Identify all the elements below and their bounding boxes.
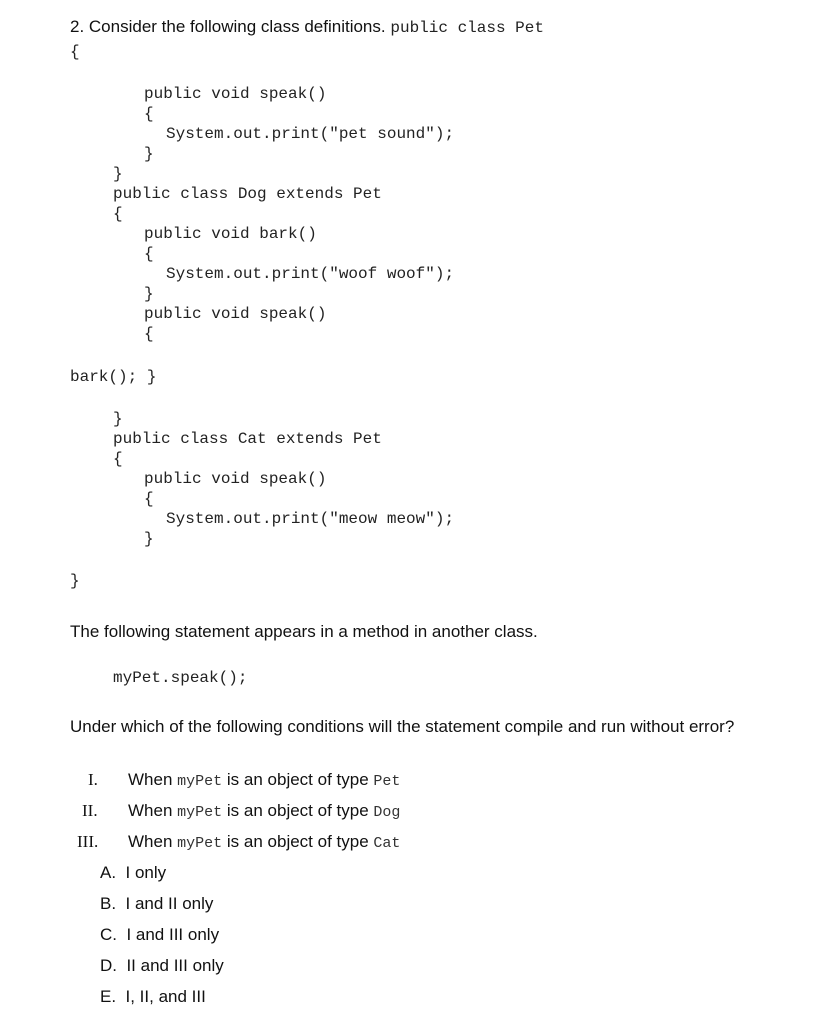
code-line: {: [113, 205, 123, 223]
question-heading: [70, 18, 544, 36]
condition-type: Cat: [373, 835, 401, 852]
condition-middle: is an object of type: [226, 832, 369, 851]
answer-choice-a[interactable]: [100, 864, 166, 881]
choice-text: II and III only: [126, 956, 224, 975]
code-line: }: [113, 165, 123, 183]
condition-var: myPet: [177, 804, 223, 821]
code-line: {: [144, 490, 154, 508]
code-line: }: [144, 145, 154, 163]
answer-choice-d[interactable]: [100, 957, 224, 974]
choice-text: I and III only: [126, 925, 220, 944]
code-line: {: [144, 245, 154, 263]
statement-code: myPet.speak();: [113, 669, 248, 687]
condition-item: [128, 771, 400, 789]
condition-prefix: When: [128, 801, 173, 820]
statement-intro: The following statement appears in a method in another class.: [70, 622, 538, 641]
answer-choice-b[interactable]: [100, 895, 213, 912]
condition-middle: is an object of type: [226, 770, 369, 789]
condition-numeral: I.: [88, 770, 98, 789]
choice-letter: C.: [100, 925, 117, 944]
code-line: }: [113, 410, 123, 428]
code-line: bark(); }: [70, 368, 157, 386]
code-line: {: [144, 105, 154, 123]
code-line: {: [144, 325, 154, 343]
code-line: public void speak(): [144, 85, 327, 103]
choice-letter: B.: [100, 894, 117, 913]
condition-item: [128, 833, 400, 851]
choice-text: I and II only: [125, 894, 214, 913]
condition-numeral: III.: [77, 832, 99, 851]
choice-text: I, II, and III: [125, 987, 206, 1006]
condition-var: myPet: [177, 773, 223, 790]
code-line: {: [113, 450, 123, 468]
condition-type: Dog: [373, 804, 401, 821]
condition-var: myPet: [177, 835, 223, 852]
code-line: {: [70, 43, 80, 61]
choice-letter: D.: [100, 956, 117, 975]
choice-letter: A.: [100, 863, 117, 882]
answer-choice-c[interactable]: [100, 926, 219, 943]
code-line: }: [144, 530, 154, 548]
code-line: System.out.print("woof woof");: [166, 265, 455, 283]
code-line: public class Cat extends Pet: [113, 430, 382, 448]
condition-type: Pet: [373, 773, 401, 790]
code-line: public class Dog extends Pet: [113, 185, 382, 203]
code-line: public void speak(): [144, 305, 327, 323]
question-intro-text: 2. Consider the following class definitions.: [70, 17, 386, 36]
condition-middle: is an object of type: [226, 801, 369, 820]
code-line: public void speak(): [144, 470, 327, 488]
condition-question: Under which of the following conditions will the statement compile and run without error?: [70, 717, 735, 736]
code-line: public void bark(): [144, 225, 317, 243]
code-line: }: [70, 572, 80, 590]
code-line: System.out.print("pet sound");: [166, 125, 455, 143]
condition-item: [128, 802, 400, 820]
code-line: System.out.print("meow meow");: [166, 510, 455, 528]
condition-prefix: When: [128, 770, 173, 789]
condition-numeral: II.: [82, 801, 98, 820]
code-line: }: [144, 285, 154, 303]
choice-letter: E.: [100, 987, 117, 1006]
question-intro-code: public class Pet: [390, 19, 544, 37]
choice-text: I only: [125, 863, 167, 882]
condition-prefix: When: [128, 832, 173, 851]
answer-choice-e[interactable]: [100, 988, 206, 1005]
